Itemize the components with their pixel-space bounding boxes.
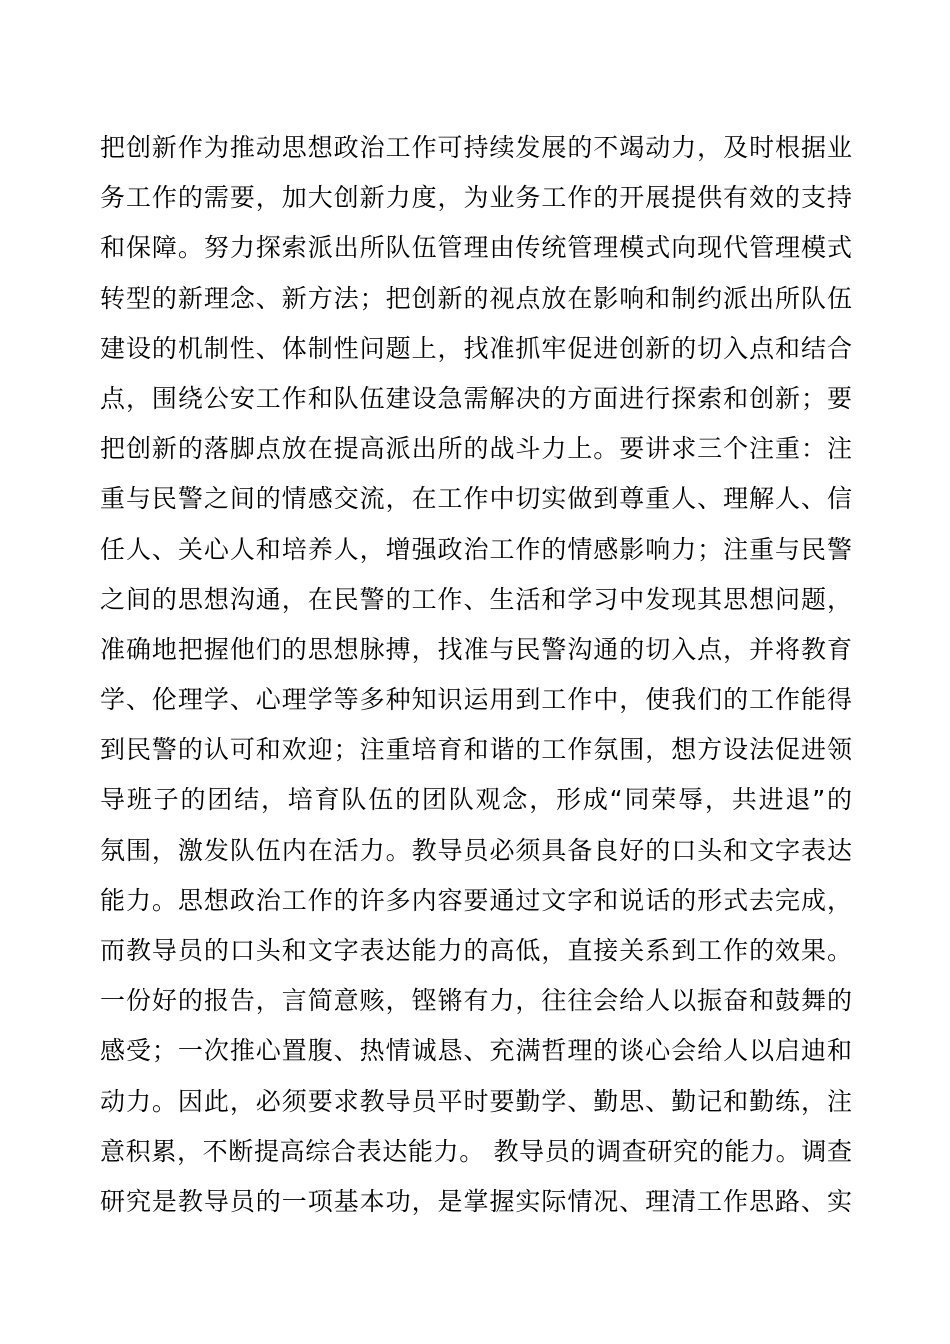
- text-line-3: 和保障。努力探索派出所队伍管理由传统管理模式向现代管理模式: [100, 233, 852, 263]
- text-line-15: 氛围，激发队伍内在活力。教导员必须具备良好的口头和文字表达: [100, 835, 852, 865]
- text-line-4: 转型的新理念、新方法；把创新的视点放在影响和制约派出所队伍: [100, 283, 852, 313]
- text-line-21: 意积累，不断提高综合表达能力。 教导员的调查研究的能力。调查: [100, 1136, 852, 1166]
- text-line-14: 导班子的团结，培育队伍的团队观念，形成“同荣辱，共进退”的: [100, 785, 852, 815]
- text-line-1: 把创新作为推动思想政治工作可持续发展的不竭动力，及时根据业: [100, 133, 852, 162]
- text-line-6: 点，围绕公安工作和队伍建设急需解决的方面进行探索和创新；要: [100, 383, 852, 413]
- text-line-12: 学、伦理学、心理学等多种知识运用到工作中，使我们的工作能得: [100, 685, 852, 715]
- text-line-19: 感受；一次推心置腹、热情诚恳、充满哲理的谈心会给人以启迪和: [100, 1036, 852, 1066]
- text-line-17: 而教导员的口头和文字表达能力的高低，直接关系到工作的效果。: [100, 936, 852, 965]
- text-line-16: 能力。思想政治工作的许多内容要通过文字和说话的形式去完成，: [100, 885, 852, 915]
- text-line-18: 一份好的报告，言简意赅，铿锵有力，往往会给人以振奋和鼓舞的: [100, 986, 852, 1016]
- text-line-7: 把创新的落脚点放在提高派出所的战斗力上。要讲求三个注重：注: [100, 434, 852, 464]
- text-line-13: 到民警的认可和欢迎；注重培育和谐的工作氛围，想方设法促进领: [100, 735, 852, 765]
- text-line-10: 之间的思想沟通，在民警的工作、生活和学习中发现其思想问题，: [100, 584, 852, 614]
- text-line-9: 任人、关心人和培养人，增强政治工作的情感影响力；注重与民警: [100, 534, 852, 564]
- text-line-5: 建设的机制性、体制性问题上，找准抓牢促进创新的切入点和结合: [100, 333, 852, 363]
- text-line-22: 研究是教导员的一项基本功，是掌握实际情况、理清工作思路、实: [100, 1186, 852, 1216]
- text-line-8: 重与民警之间的情感交流，在工作中切实做到尊重人、理解人、信: [100, 484, 852, 514]
- document-body-text: [100, 123, 852, 1227]
- text-line-11: 准确地把握他们的思想脉搏，找准与民警沟通的切入点，并将教育: [100, 634, 852, 664]
- text-line-20: 动力。因此，必须要求教导员平时要勤学、勤思、勤记和勤练，注: [100, 1086, 852, 1116]
- text-line-2: 务工作的需要，加大创新力度，为业务工作的开展提供有效的支持: [100, 183, 852, 213]
